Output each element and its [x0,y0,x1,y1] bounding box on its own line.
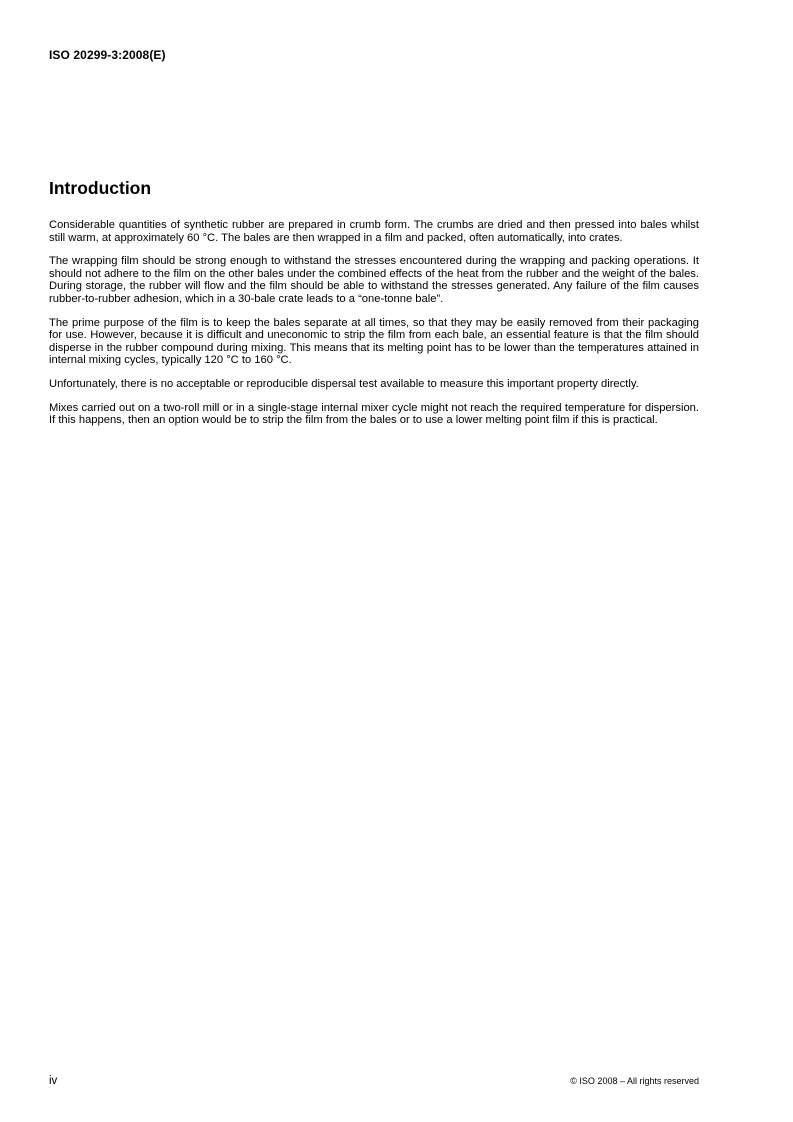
paragraph-mixes: Mixes carried out on a two-roll mill or in a single-stage internal mixer cycle might not reach the required temperature for dispersion. If this happens, then an option would be to strip the film from the bales or to use a lower melting point film if this is practical. [49,401,699,427]
paragraph-wrapping-film: The wrapping film should be strong enough to withstand the stresses encountered during the wrapping and packing operations. It should not adhere to the film on the other bales under the combined effects of the heat from the rubber and the weight of the bales. During storage, the rubber will flow and the film should be able to withstand the stresses generated. Any failure of the film causes rubber-to-rubber adhesion, which in a 30-bale crate leads to a “one-tonne bale”. [49,255,699,305]
section-body [49,219,699,438]
document-header: ISO 20299-3:2008(E) [49,48,166,62]
paragraph-dispersal-test: Unfortunately, there is no acceptable or reproducible dispersal test available to measure this important property directly. [49,377,639,390]
copyright-notice: © ISO 2008 – All rights reserved [570,1076,699,1086]
paragraph-prime-purpose: The prime purpose of the film is to keep the bales separate at all times, so that they may be easily removed from their packaging for use. However, because it is difficult and uneconomic to strip the film from each bale, an essential feature is that the film should disperse in the rubber compound during mixing. This means that its melting point has to be lower than the temperatures attained in internal mixing cycles, typically 120 °C to 160 °C. [49,316,699,367]
paragraph-crumb-form: Considerable quantities of synthetic rubber are prepared in crumb form. The crumbs are dried and then pressed into bales whilst still warm, at approximately 60 °C. The bales are then wrapped in a film and packed, often automatically, into crates. [49,219,699,244]
page-number: iv [49,1075,58,1087]
section-title: Introduction [49,178,152,198]
